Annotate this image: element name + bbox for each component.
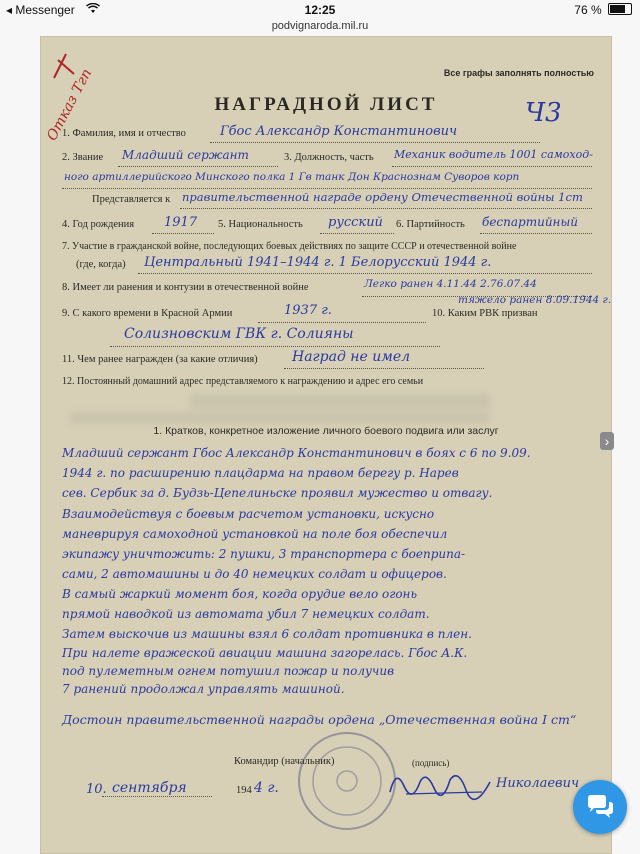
fill-all-note: Все графы заполнять полностью: [443, 68, 594, 78]
date-year-prefix: 194: [236, 785, 252, 796]
date-day: 10.: [86, 782, 107, 797]
battery-icon: [608, 3, 632, 15]
chat-button[interactable]: [573, 780, 627, 834]
narrative-line: маневрируя самоходной установкой на поле боя обеспечил: [62, 527, 448, 541]
document-title: НАГРАДНОЙ ЛИСТ: [214, 94, 438, 115]
narrative-line: 7 ранений продолжал управлять машиной.: [62, 682, 345, 696]
narrative-line: Затем выскочив из машины взял 6 солдат противника в плен.: [62, 627, 472, 641]
narrative-line: 1944 г. по расширению плацдарма на правом берегу р. Нарев: [62, 466, 459, 480]
chat-bubbles-icon: [586, 794, 614, 820]
field-10-value: Солизновским ГВК г. Солияны: [124, 326, 354, 342]
number-mark: Ч3: [525, 98, 562, 128]
narrative-line: экипажу уничтожить: 2 пушки, 3 транспортера с боеприпа-: [62, 547, 466, 561]
narrative-line: под пулеметным огнем потушил пожар и получив: [62, 664, 395, 678]
next-page-arrow-icon[interactable]: ›: [600, 432, 614, 450]
field-3-value-b: ного артиллерийского Минского полка 1 Гв танк Дон Краснознам Суворов корп: [64, 171, 520, 183]
field-6-label: 6. Партийность: [396, 219, 465, 230]
back-to-app[interactable]: ◂ Messenger: [6, 3, 75, 17]
field-2-value: Младший сержант: [122, 148, 249, 162]
battery-percent: 76 %: [574, 3, 602, 17]
field-12-label: 12. Постоянный домашний адрес представляемого к награждению и адрес его семьи: [62, 376, 424, 387]
date-month: сентября: [112, 780, 187, 796]
clock: 12:25: [304, 3, 336, 17]
narrative-line: Младший сержант Гбос Александр Константинович в боях с 6 по 9.09.: [62, 446, 531, 460]
battery-status: [574, 3, 632, 17]
commander-label: Командир (начальник): [234, 756, 335, 767]
field-3-label: 3. Должность, часть: [284, 152, 374, 163]
redacted-address: [190, 394, 490, 410]
url-bar[interactable]: podvignaroda.mil.ru: [271, 20, 369, 32]
field-1-value: Гбос Александр Константинович: [220, 124, 458, 139]
narrative-line: В самый жаркий момент боя, когда орудие вело огонь: [62, 587, 417, 601]
narrative-line: прямой наводкой из автомата убил 7 немецких солдат.: [62, 607, 430, 621]
field-8-label: 8. Имеет ли ранения и контузии в отечественной войне: [62, 282, 309, 293]
field-7-label: 7. Участие в гражданской войне, последующих боевых действиях по защите СССР и отечественной войне: [62, 241, 517, 252]
signer-name: Николаевич: [496, 776, 580, 791]
status-bar: [0, 0, 640, 20]
field-2-label: 2. Звание: [62, 152, 104, 163]
handwritten-signature: [386, 762, 496, 802]
field-9-value: 1937 г.: [284, 303, 332, 318]
field-5-value: русский: [328, 215, 383, 230]
signature-label: (подпись): [412, 758, 450, 768]
field-5-label: 5. Национальность: [218, 219, 303, 230]
conclusion: Достоин правительственной награды ордена „Отечественная война I ст“: [62, 712, 577, 727]
field-4-value: 1917: [164, 215, 198, 230]
narrative-line: сев. Сербик за д. Будзь-Цепелиньске проявил мужество и отвагу.: [62, 486, 493, 500]
field-3-value-a: Механик водитель 1001 самоход-: [394, 148, 593, 161]
redacted-address-2: [70, 412, 490, 424]
present-value: правительственной награде ордену Отечественной войны 1ст: [182, 190, 583, 204]
narrative-line: сами, 2 автомашины и до 40 немецких солдат и офицеров.: [62, 567, 447, 581]
narrative-line: Взаимодействуя с боевым расчетом установки, искусно: [62, 507, 435, 521]
field-11-label: 11. Чем ранее награжден (за какие отличия): [62, 354, 258, 365]
section-title: 1. Кратков, конкретное изложение личного боевого подвига или заслуг: [153, 425, 499, 437]
field-1-label: 1. Фамилия, имя и отчество: [62, 128, 186, 139]
field-8-value-a: Легко ранен 4.11.44 2.76.07.44: [364, 278, 537, 290]
field-9-label: 9. С какого времени в Красной Армии: [62, 308, 233, 319]
field-4-label: 4. Год рождения: [62, 219, 135, 230]
date-year-suffix: 4 г.: [254, 780, 279, 796]
field-7-label-b: (где, когда): [76, 259, 126, 270]
field-6-value: беспартийный: [482, 215, 578, 229]
narrative-line: При налете вражеской авиации машина загорелась. Гбос А.К.: [62, 646, 468, 660]
field-7-value: Центральный 1941–1944 г. 1 Белорусский 1944 г.: [144, 255, 492, 270]
field-8-value-b: тяжело ранен 8.09.1944 г.: [458, 294, 612, 306]
award-sheet-page: [40, 36, 612, 854]
red-margin-note: Отказ Тгп: [44, 66, 96, 144]
field-11-value: Наград не имел: [292, 349, 411, 365]
field-10-label: 10. Каким РВК призван: [432, 308, 538, 319]
present-label: Представляется к: [92, 194, 171, 205]
